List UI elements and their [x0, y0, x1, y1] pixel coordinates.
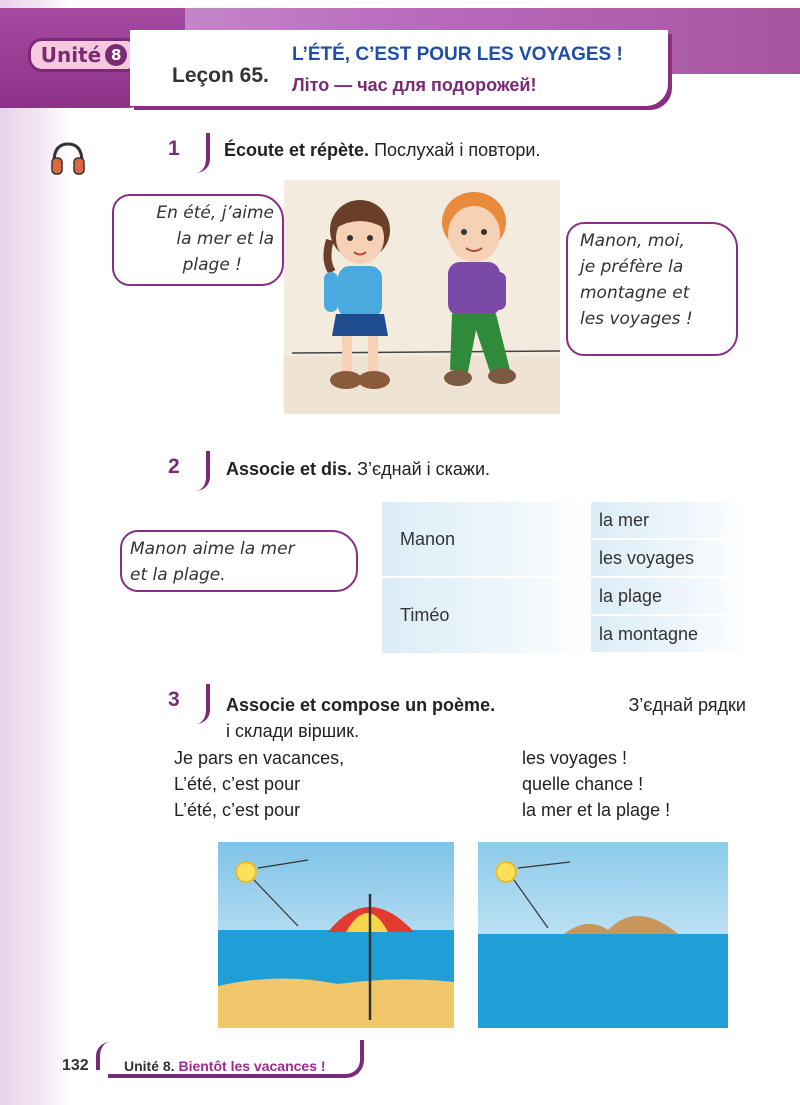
exercise-1-instruction [224, 140, 540, 161]
object-la-plage[interactable]: la plage [591, 577, 750, 615]
object-la-montagne[interactable]: la montagne [591, 615, 750, 653]
poem-left-line[interactable]: Je pars en vacances, [174, 748, 345, 768]
footer-unit-title [124, 1058, 326, 1074]
instruction-ukrainian-1: З’єднай рядки [628, 695, 746, 715]
unit-number: 8 [105, 44, 127, 66]
exercise-2-instruction [226, 459, 490, 480]
mountain-sea-illustration [478, 842, 728, 1028]
instruction-french: Associe et dis. [226, 459, 353, 479]
speech-bubble-girl: En été, j’aime la mer et la plage ! [112, 194, 284, 286]
poem-right-line[interactable]: la mer et la plage ! [522, 800, 671, 820]
poem-left-column [174, 745, 344, 823]
exercise-3-instruction [226, 692, 746, 744]
exercise-2-number: 2 [168, 455, 208, 487]
lesson-number: Leçon 65. [172, 64, 269, 87]
exercise-3-number: 3 [168, 688, 208, 720]
lesson-title-ukrainian: Літо — час для подорожей! [292, 75, 537, 95]
exercise-1-number: 1 [168, 137, 208, 169]
object-les-voyages[interactable]: les voyages [591, 539, 750, 577]
instruction-ukrainian: З’єднай і скажи. [357, 459, 491, 479]
matching-table [382, 502, 750, 654]
footer-unit-name: Bientôt les vacances ! [178, 1058, 326, 1074]
instruction-french: Associe et compose un poème. [226, 695, 496, 715]
unit-label: Unité [40, 43, 102, 67]
headphones-icon[interactable] [48, 138, 88, 178]
speech-bubble-example: Manon aime la mer et la plage. [120, 530, 358, 592]
unit-badge [28, 38, 140, 72]
poem-left-line[interactable]: L’été, c’est pour [174, 774, 301, 794]
poem-right-line[interactable]: les voyages ! [522, 748, 628, 768]
page-number: 132 [62, 1057, 89, 1074]
instruction-french: Écoute et répète. [224, 140, 370, 160]
name-manon[interactable]: Manon [382, 502, 591, 577]
lesson-title-french: L’ÉTÉ, C’EST POUR LES VOYAGES ! [292, 44, 623, 65]
footer-unit: Unité 8. [124, 1058, 175, 1074]
poem-left-line[interactable]: L’été, c’est pour [174, 800, 301, 820]
children-illustration [284, 180, 560, 414]
instruction-ukrainian-2: і склади віршик. [226, 721, 360, 741]
object-la-mer[interactable]: la mer [591, 502, 750, 539]
beach-illustration [218, 842, 454, 1028]
speech-bubble-boy: Manon, moi, je préfère la montagne et les voyages ! [566, 222, 738, 356]
poem-right-column [522, 745, 670, 823]
poem-right-line[interactable]: quelle chance ! [522, 774, 644, 794]
name-timeo[interactable]: Timéo [382, 577, 591, 653]
instruction-ukrainian: Послухай і повтори. [374, 140, 541, 160]
